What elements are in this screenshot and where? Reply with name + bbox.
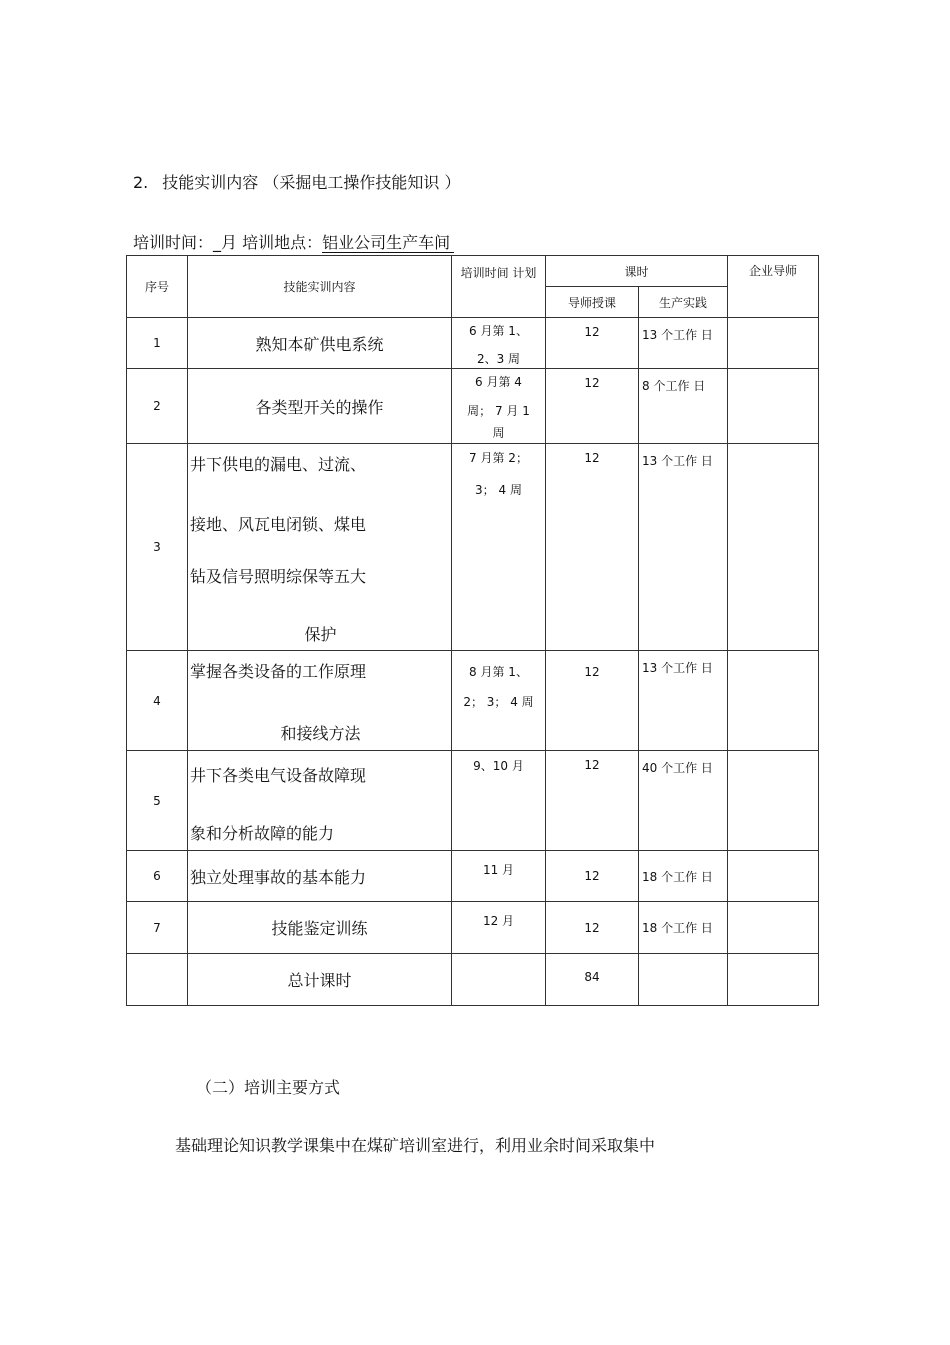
row-teach: 12 [546,444,639,651]
plan-line: 7 月第 2； [469,451,528,465]
row-content [188,851,452,902]
row-practice: 18 个工作 日 [639,902,728,954]
section-heading [133,170,460,193]
row-plan [452,318,546,369]
place-value: 铝业公司生产车间 [322,233,454,253]
time-label: 培训时间： [133,233,214,252]
header-content: 技能实训内容 [188,256,452,318]
row-no: 7 [127,902,188,954]
row-content [188,902,452,954]
row-no: 2 [127,369,188,444]
row-plan [452,651,546,751]
content-line: 井下供电的漏电、过流、 [190,455,367,474]
header-no: 序号 [127,256,188,318]
table-row [127,851,819,902]
plan-line: 2、3 周 [476,352,521,366]
table-row [127,369,819,444]
row-teach: 12 [546,318,639,369]
header-hours: 课时 [546,256,728,287]
row-practice: 18 个工作 日 [639,851,728,902]
total-plan [452,954,546,1006]
row-teach: 12 [546,651,639,751]
table-row [127,444,819,651]
training-info-line [133,230,454,253]
row-content [188,444,452,651]
row-plan [452,851,546,902]
training-table-wrap [126,255,819,1006]
total-no [127,954,188,1006]
section-title: （二）培训主要方式 [196,1078,341,1097]
header-practice: 生产实践 [639,287,728,318]
row-mentor [728,318,819,369]
plan-line: 6 月第 4 [475,375,522,389]
total-label: 总计课时 [188,954,452,1006]
row-plan [452,369,546,444]
row-teach: 12 [546,902,639,954]
content-line: 接地、风瓦电闭锁、煤电 [190,515,367,534]
table-total-row [127,954,819,1006]
row-practice: 8 个工作 日 [639,369,728,444]
row-mentor [728,751,819,851]
row-mentor [728,369,819,444]
row-mentor [728,444,819,651]
content-line: 钻及信号照明综保等五大 [190,567,367,586]
heading-text: 技能实训内容 （采掘电工操作技能知识 ） [162,173,461,192]
content-line: 保护 [304,625,337,644]
heading-number: 2. [133,173,149,192]
content-line: 掌握各类设备的工作原理 [190,662,367,681]
header-plan: 培训时间 计划 [452,256,546,318]
plan-line: 8 月第 1、 [469,665,528,679]
training-table [126,255,819,1006]
body-paragraph: 基础理论知识教学课集中在煤矿培训室进行，利用业余时间采取集中 [175,1136,656,1155]
plan-line: 6 月第 1、 [469,324,528,338]
content-line: 技能鉴定训练 [271,919,368,938]
plan-line: 3； 4 周 [475,483,522,497]
row-content [188,751,452,851]
row-plan [452,751,546,851]
place-label: 培训地点： [242,233,323,252]
table-row [127,902,819,954]
content-line: 井下各类电气设备故障现 [190,766,367,785]
plan-line: 周； 7 月 1 [467,404,530,418]
content-line: 熟知本矿供电系统 [255,334,384,354]
row-teach: 12 [546,369,639,444]
row-plan [452,902,546,954]
content-line: 独立处理事故的基本能力 [190,867,367,887]
row-no: 5 [127,751,188,851]
row-teach: 12 [546,751,639,851]
row-content [188,318,452,369]
row-mentor [728,851,819,902]
plan-line: 2； 3； 4 周 [463,695,534,709]
plan-line: 12 月 [482,914,515,928]
time-value: _月 [213,233,238,252]
row-practice: 13 个工作 日 [639,444,728,651]
total-teach: 84 [546,954,639,1006]
row-practice: 13 个工作 日 [639,318,728,369]
row-teach: 12 [546,851,639,902]
row-no: 1 [127,318,188,369]
row-mentor [728,651,819,751]
content-line: 各类型开关的操作 [255,397,384,417]
content-line: 象和分析故障的能力 [190,824,335,843]
row-plan [452,444,546,651]
row-practice: 40 个工作 日 [639,751,728,851]
header-mentor-teach: 导师授课 [546,287,639,318]
plan-line: 周 [492,426,505,440]
plan-line: 11 月 [482,863,515,877]
row-no: 6 [127,851,188,902]
table-row [127,318,819,369]
row-no: 4 [127,651,188,751]
row-no: 3 [127,444,188,651]
table-row [127,651,819,751]
total-mentor [728,954,819,1006]
row-content [188,369,452,444]
total-practice [639,954,728,1006]
table-row [127,751,819,851]
content-line: 和接线方法 [280,724,361,743]
row-practice: 13 个工作 日 [639,651,728,751]
row-content [188,651,452,751]
plan-line: 9、10 月 [473,759,524,773]
header-mentor: 企业导师 [728,256,819,318]
row-mentor [728,902,819,954]
